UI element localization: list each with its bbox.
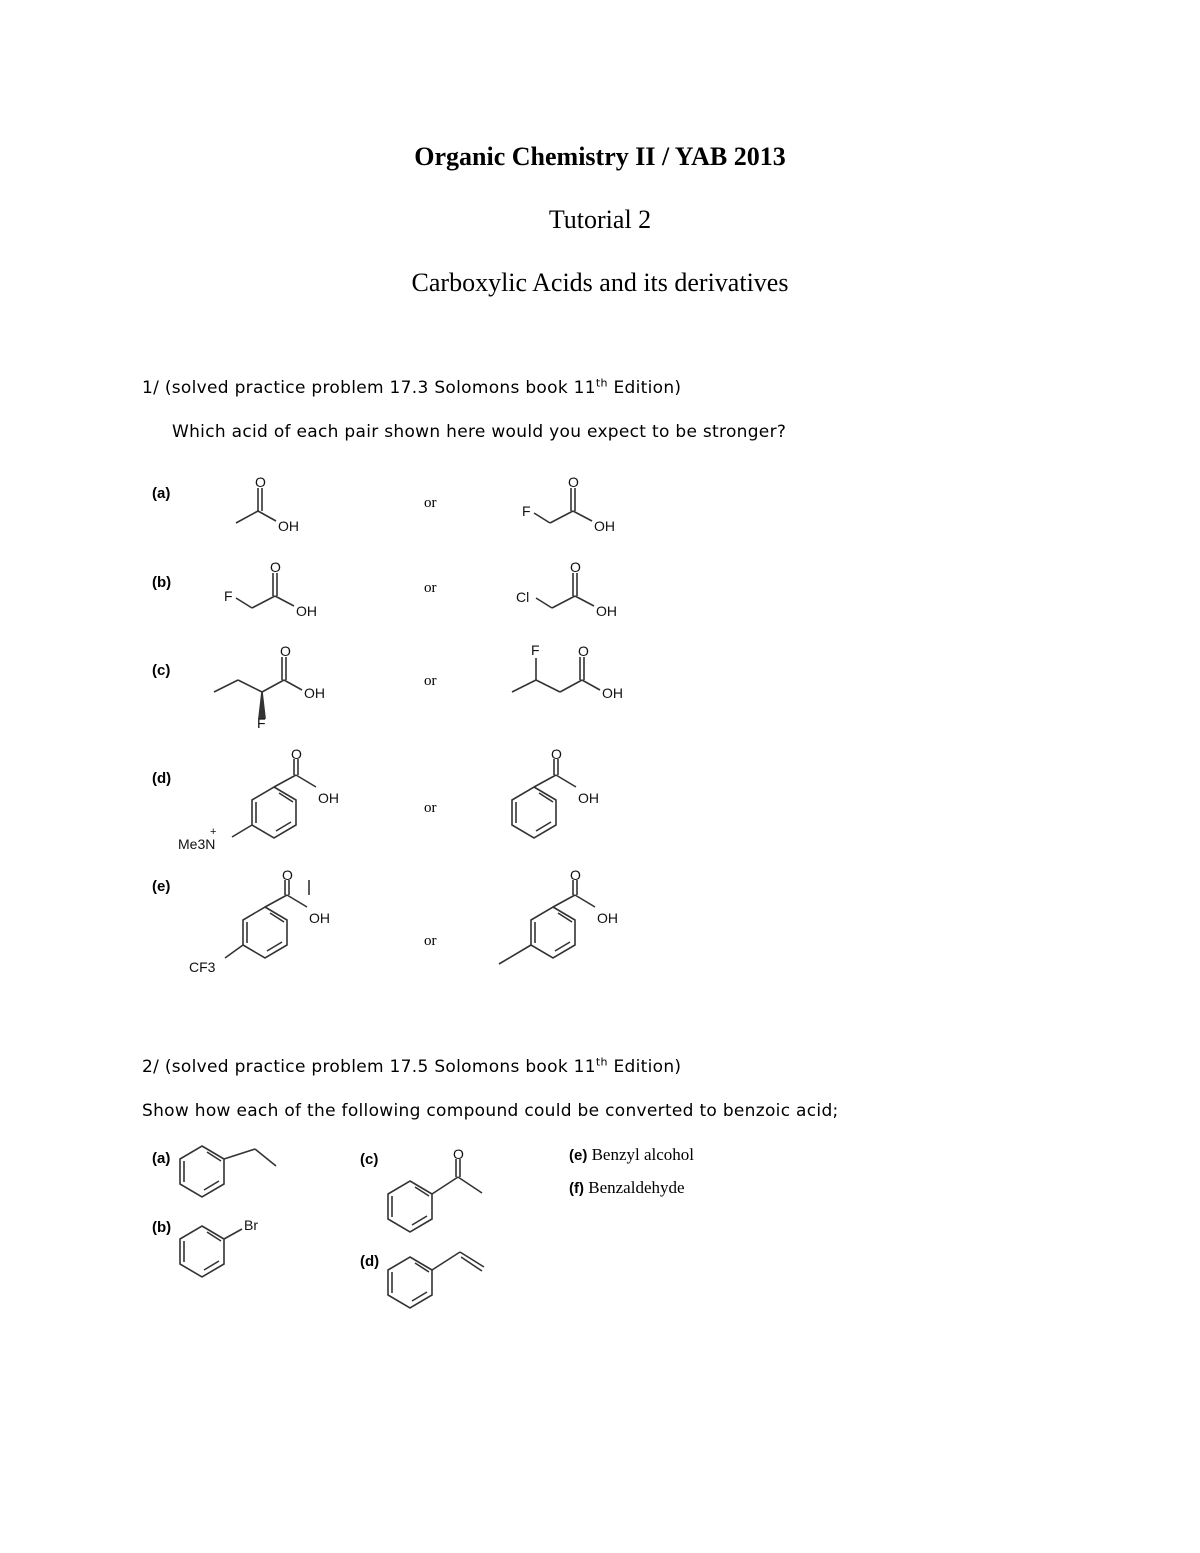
atom-bromine: Br bbox=[244, 1217, 258, 1233]
question-1-suffix: Edition) bbox=[607, 378, 682, 398]
atom-hydroxyl: OH bbox=[578, 790, 599, 806]
pair-c-or: or bbox=[424, 673, 437, 689]
atom-oxygen: O bbox=[578, 643, 589, 659]
atom-hydroxyl: OH bbox=[309, 910, 330, 926]
positive-charge: + bbox=[210, 826, 217, 838]
atom-oxygen: O bbox=[570, 867, 581, 883]
atom-oxygen: O bbox=[453, 1146, 464, 1162]
atom-hydroxyl: OH bbox=[597, 910, 618, 926]
atom-fluorine: F bbox=[224, 588, 233, 604]
atom-hydroxyl: OH bbox=[296, 603, 317, 619]
4-trifluoromethyl-benzoic-acid-structure bbox=[185, 867, 375, 985]
page-subtitle: Tutorial 2 bbox=[548, 205, 652, 234]
4-methylbenzoic-acid-structure bbox=[495, 867, 665, 970]
item-f-name: Benzaldehyde bbox=[588, 1178, 685, 1197]
ethylbenzene-structure bbox=[175, 1140, 285, 1210]
question-1-instruction: Which acid of each pair shown here would you expect to be stronger? bbox=[172, 422, 787, 442]
atom-oxygen: O bbox=[255, 474, 266, 490]
4-trimethylammonio-benzoic-acid-structure bbox=[176, 745, 376, 860]
item-f bbox=[569, 1178, 685, 1198]
atom-trifluoromethyl: CF3 bbox=[189, 959, 216, 975]
question-1-prefix: 1/ (solved practice problem 17.3 Solomons book 11 bbox=[142, 378, 596, 398]
pair-e-or: or bbox=[424, 933, 437, 949]
benzoic-acid-structure bbox=[490, 745, 650, 845]
question-2-heading bbox=[142, 1057, 681, 1077]
pair-a-or: or bbox=[424, 495, 437, 511]
atom-trimethylammonium: Me3N bbox=[178, 836, 216, 852]
2-fluorobutanoic-acid-structure bbox=[210, 640, 340, 730]
atom-hydroxyl: OH bbox=[602, 685, 623, 701]
question-2-instruction: Show how each of the following compound could be converted to benzoic acid; bbox=[142, 1101, 839, 1121]
atom-fluorine: F bbox=[531, 642, 540, 658]
item-b-label: (b) bbox=[152, 1219, 172, 1236]
item-e-name: Benzyl alcohol bbox=[591, 1145, 695, 1164]
item-e bbox=[569, 1145, 694, 1165]
atom-hydroxyl: OH bbox=[278, 518, 299, 534]
item-a-label: (a) bbox=[152, 1150, 171, 1167]
pair-c-label: (c) bbox=[152, 662, 171, 679]
atom-oxygen: O bbox=[270, 559, 281, 575]
3-fluorobutanoic-acid-structure bbox=[508, 640, 638, 710]
chloroacetic-acid-structure bbox=[514, 560, 634, 625]
pair-b-label: (b) bbox=[152, 574, 172, 591]
question-2-prefix: 2/ (solved practice problem 17.5 Solomons book 11 bbox=[142, 1057, 596, 1077]
item-d-label: (d) bbox=[360, 1253, 380, 1270]
pair-e-label: (e) bbox=[152, 878, 171, 895]
atom-fluorine: F bbox=[522, 503, 531, 519]
item-c-label: (c) bbox=[360, 1151, 379, 1168]
atom-hydroxyl: OH bbox=[594, 518, 615, 534]
benzyl-bromide-structure bbox=[172, 1212, 282, 1282]
styrene-structure bbox=[380, 1245, 510, 1315]
pair-d-label: (d) bbox=[152, 770, 172, 787]
pair-a-label: (a) bbox=[152, 485, 171, 502]
question-1-heading bbox=[142, 378, 681, 398]
acetic-acid-structure bbox=[230, 475, 320, 540]
atom-oxygen: O bbox=[280, 643, 291, 659]
question-1-sup: th bbox=[595, 376, 608, 390]
atom-oxygen: O bbox=[568, 474, 579, 490]
atom-hydroxyl: OH bbox=[304, 685, 325, 701]
atom-chlorine: Cl bbox=[516, 589, 530, 605]
atom-hydroxyl: OH bbox=[318, 790, 339, 806]
question-2-sup: th bbox=[595, 1055, 608, 1069]
fluoroacetic-acid-structure bbox=[518, 475, 628, 540]
item-f-label: (f) bbox=[569, 1180, 584, 1197]
atom-hydroxyl: OH bbox=[596, 603, 617, 619]
atom-oxygen: O bbox=[551, 746, 562, 762]
fluoroacetic-acid-structure bbox=[222, 560, 332, 625]
page-title: Organic Chemistry II / YAB 2013 bbox=[414, 142, 786, 171]
atom-oxygen: O bbox=[282, 867, 293, 883]
atom-oxygen: O bbox=[570, 559, 581, 575]
pair-b-or: or bbox=[424, 580, 437, 596]
item-e-label: (e) bbox=[569, 1147, 588, 1164]
page-topic: Carboxylic Acids and its derivatives bbox=[411, 268, 789, 297]
question-2-suffix: Edition) bbox=[607, 1057, 682, 1077]
atom-oxygen: O bbox=[291, 746, 302, 762]
atom-fluorine: F bbox=[257, 715, 266, 731]
acetophenone-structure bbox=[380, 1145, 510, 1245]
pair-d-or: or bbox=[424, 800, 437, 816]
